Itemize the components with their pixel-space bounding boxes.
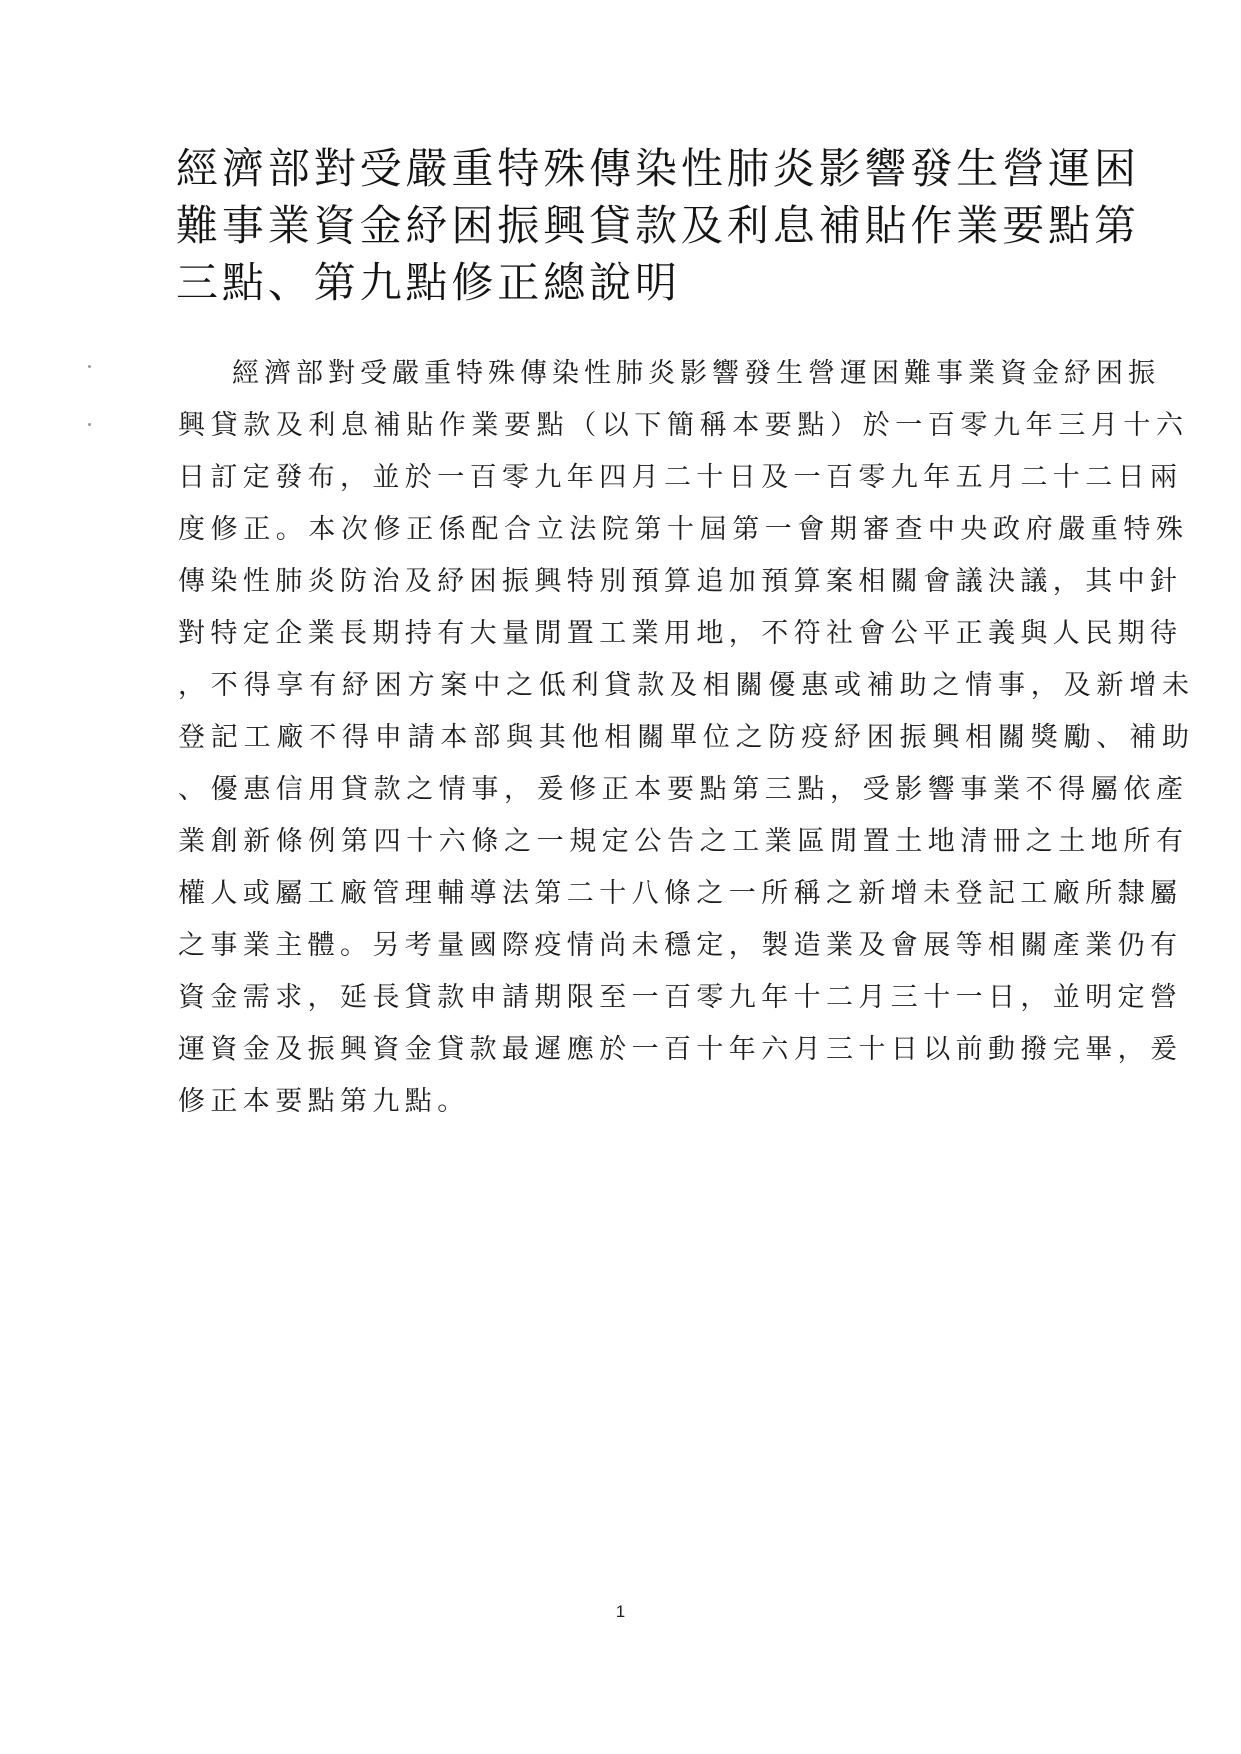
body-line: 業創新條例第四十六條之一規定公告之工業區閒置土地清冊之土地所有 [178, 826, 1189, 857]
body-line: 運資金及振興資金貸款最遲應於一百十年六月三十日以前動撥完畢，爰 [178, 1034, 1183, 1065]
body-line: 之事業主體。另考量國際疫情尚未穩定，製造業及會展等相關產業仍有 [178, 930, 1183, 961]
document-title [176, 140, 1140, 311]
scan-artifact [88, 365, 91, 368]
body-line: 修正本要點第九點。 [178, 1086, 470, 1117]
title-line: 難事業資金紓困振興貸款及利息補貼作業要點第 [176, 201, 1140, 250]
body-line: 登記工廠不得申請本部與其他相關單位之防疫紓困振興相關獎勵、補助 [178, 722, 1195, 753]
scan-artifact [88, 423, 91, 426]
body-line: 傳染性肺炎防治及紓困振興特別預算追加預算案相關會議決議，其中針 [178, 566, 1183, 597]
page-number: 1 [615, 1602, 626, 1621]
body-line: 經濟部對受嚴重特殊傳染性肺炎影響發生營運困難事業資金紓困振 [232, 358, 1160, 389]
body-line: 、優惠信用貸款之情事，爰修正本要點第三點，受影響事業不得屬依產 [178, 774, 1189, 805]
document-body [178, 348, 1195, 1128]
body-line: 日訂定發布，並於一百零九年四月二十日及一百零九年五月二十二日兩 [178, 462, 1183, 493]
title-line: 三點、第九點修正總說明 [176, 258, 681, 307]
body-line: 權人或屬工廠管理輔導法第二十八條之一所稱之新增未登記工廠所隸屬 [178, 878, 1183, 909]
title-line: 經濟部對受嚴重特殊傳染性肺炎影響發生營運困 [176, 144, 1140, 193]
body-line: 度修正。本次修正係配合立法院第十屆第一會期審查中央政府嚴重特殊 [178, 514, 1189, 545]
body-line: 資金需求，延長貸款申請期限至一百零九年十二月三十一日，並明定營 [178, 982, 1183, 1013]
body-line: 興貸款及利息補貼作業要點（以下簡稱本要點）於一百零九年三月十六 [178, 410, 1189, 441]
body-line: ，不得享有紓困方案中之低利貸款及相關優惠或補助之情事，及新增未 [178, 670, 1195, 701]
body-line: 對特定企業長期持有大量閒置工業用地，不符社會公平正義與人民期待 [178, 618, 1183, 649]
